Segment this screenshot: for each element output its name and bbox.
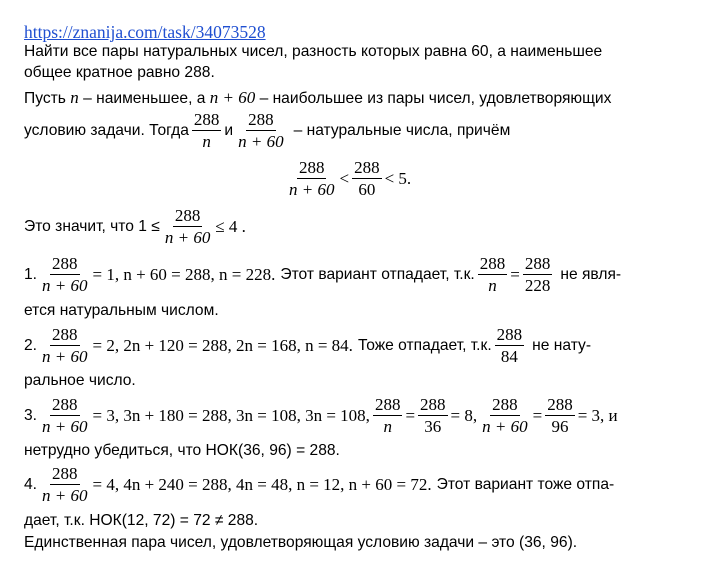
case-number: 4. bbox=[24, 475, 38, 493]
equation: = 1, n + 60 = 288, n = 228. bbox=[92, 264, 276, 284]
case-3-line-2: нетрудно убедиться, что НОК(36, 96) = 288. bbox=[24, 442, 340, 459]
numerator: 288 bbox=[547, 395, 573, 414]
numerator: 288 bbox=[479, 254, 506, 273]
text: не нату- bbox=[532, 336, 592, 354]
text: – наибольшее из пары чисел, удовлетворяющих bbox=[255, 90, 612, 107]
numerator: 288 bbox=[492, 395, 518, 414]
fraction-288-over-96 bbox=[545, 395, 575, 436]
equation: = 4, 4n + 240 = 288, 4n = 48, n = 12, n + 60 = 72. bbox=[92, 474, 432, 494]
numerator: 288 bbox=[52, 325, 78, 344]
fraction-288-over-n bbox=[192, 110, 222, 151]
less-than-5: < 5. bbox=[384, 168, 412, 188]
denominator: n + 60 bbox=[482, 417, 528, 436]
fraction-288-over-n60 bbox=[40, 254, 89, 295]
numerator: 288 bbox=[374, 395, 401, 414]
solution-line-1 bbox=[24, 88, 611, 109]
fraction-288-over-n60 bbox=[287, 158, 336, 199]
means-line bbox=[24, 206, 246, 247]
case-number: 3. bbox=[24, 406, 38, 424]
equation: = 3, 3n + 180 = 288, 3n = 108, 3n = 108, bbox=[92, 405, 370, 425]
numerator: 288 bbox=[193, 110, 220, 129]
text: – наименьшее, а bbox=[78, 90, 210, 107]
problem-line-2: общее кратное равно 288. bbox=[24, 64, 215, 81]
equation: = 2, 2n + 120 = 288, 2n = 168, n = 84. bbox=[92, 335, 353, 355]
numerator: 288 bbox=[52, 395, 78, 414]
equals: = bbox=[510, 264, 520, 284]
text: ≤ 4 . bbox=[215, 216, 246, 236]
denominator: n bbox=[383, 417, 392, 436]
denominator: n + 60 bbox=[42, 347, 88, 366]
numerator: 288 bbox=[174, 206, 201, 225]
text: и bbox=[224, 121, 234, 139]
fraction-288-over-n60 bbox=[40, 464, 89, 505]
fraction-288-over-n60 bbox=[163, 206, 212, 247]
text: Этот вариант отпадает, т.к. bbox=[280, 265, 475, 283]
fraction-288-over-228 bbox=[523, 254, 553, 295]
denominator: n + 60 bbox=[289, 180, 335, 199]
case-3 bbox=[24, 395, 618, 436]
denominator: 228 bbox=[524, 276, 551, 295]
fraction-288-over-n60 bbox=[480, 395, 529, 436]
numerator: 288 bbox=[420, 395, 446, 414]
numerator: 288 bbox=[298, 158, 325, 177]
equals-3: = 3, и bbox=[577, 405, 618, 425]
denominator: n + 60 bbox=[42, 276, 88, 295]
denominator: n + 60 bbox=[42, 486, 88, 505]
text: Тоже отпадает, т.к. bbox=[357, 336, 492, 354]
equals-8: = 8, bbox=[450, 405, 478, 425]
denominator: 84 bbox=[500, 347, 518, 366]
text: условию задачи. Тогда bbox=[24, 121, 189, 139]
case-number: 2. bbox=[24, 336, 38, 354]
var-n: n bbox=[70, 88, 79, 107]
text: – натуральные числа, причём bbox=[293, 121, 511, 139]
text: не явля- bbox=[560, 265, 622, 283]
numerator: 288 bbox=[248, 110, 274, 129]
fraction-288-over-n bbox=[478, 254, 508, 295]
problem-line-1: Найти все пары натуральных чисел, разность которых равна 60, а наименьшее bbox=[24, 43, 603, 60]
inequality bbox=[284, 158, 411, 199]
case-1-line-2: ется натуральным числом. bbox=[24, 302, 219, 319]
task-link[interactable]: https://znanija.com/task/34073528 bbox=[24, 22, 266, 42]
case-2 bbox=[24, 325, 591, 366]
text: Этот вариант тоже отпа- bbox=[436, 475, 615, 493]
case-number: 1. bbox=[24, 265, 38, 283]
denominator: n bbox=[202, 132, 211, 151]
less-than: < bbox=[339, 168, 350, 188]
case-4-line-2: дает, т.к. НОК(12, 72) = 72 ≠ 288. bbox=[24, 512, 259, 529]
equals: = bbox=[405, 405, 416, 425]
denominator: 36 bbox=[424, 417, 442, 436]
denominator: 60 bbox=[358, 180, 376, 199]
fraction-288-over-n60 bbox=[236, 110, 285, 151]
text: Это значит, что 1 ≤ bbox=[24, 217, 160, 235]
denominator: 96 bbox=[551, 417, 569, 436]
case-2-line-2: ральное число. bbox=[24, 372, 136, 389]
numerator: 288 bbox=[354, 158, 380, 177]
case-1 bbox=[24, 254, 621, 295]
solution-line-2 bbox=[24, 110, 510, 151]
fraction-288-over-60 bbox=[352, 158, 382, 199]
denominator: n bbox=[488, 276, 497, 295]
denominator: n + 60 bbox=[42, 417, 88, 436]
equals: = bbox=[532, 405, 543, 425]
fraction-288-over-n60 bbox=[40, 395, 89, 436]
fraction-288-over-84 bbox=[495, 325, 525, 366]
fraction-288-over-36 bbox=[418, 395, 448, 436]
fraction-288-over-n60 bbox=[40, 325, 89, 366]
fraction-288-over-n bbox=[373, 395, 403, 436]
case-4 bbox=[24, 464, 614, 505]
numerator: 288 bbox=[52, 464, 78, 483]
numerator: 288 bbox=[496, 325, 523, 344]
conclusion: Единственная пара чисел, удовлетворяющая условию задачи – это (36, 96). bbox=[24, 534, 578, 551]
denominator: n + 60 bbox=[238, 132, 284, 151]
var-n-plus-60: n + 60 bbox=[209, 88, 256, 107]
numerator: 288 bbox=[524, 254, 551, 273]
numerator: 288 bbox=[52, 254, 78, 273]
denominator: n + 60 bbox=[164, 228, 211, 247]
text: Пусть bbox=[24, 90, 66, 107]
